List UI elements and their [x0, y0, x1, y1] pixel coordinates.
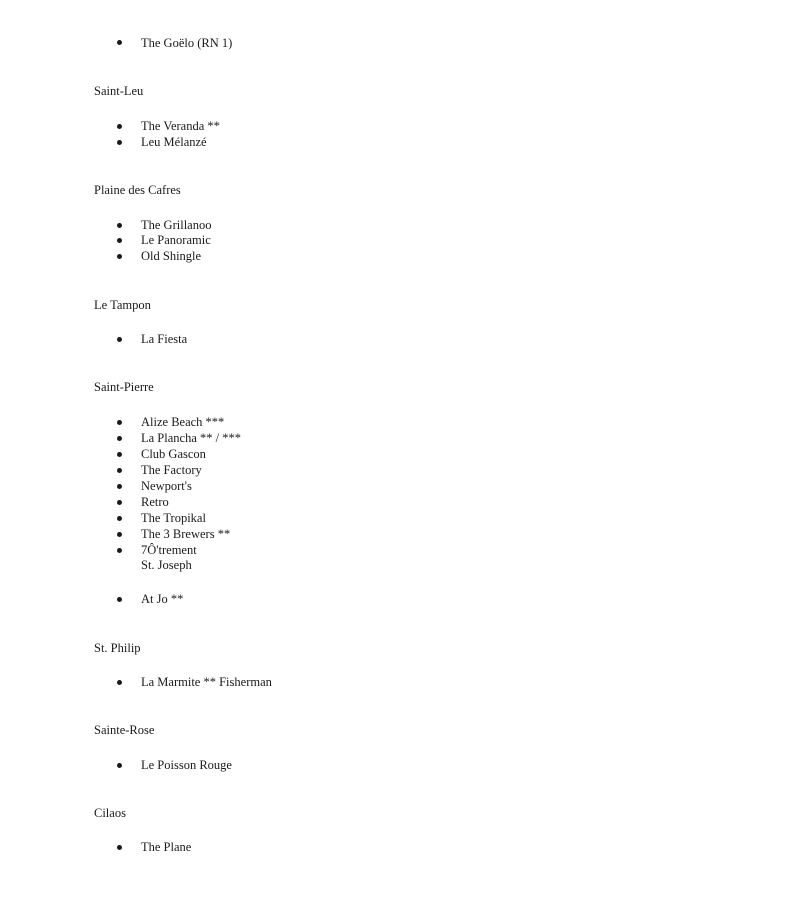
bullet-icon: [117, 436, 122, 441]
list-item: At Jo **: [141, 592, 184, 606]
list-item: The Grillanoo: [141, 218, 212, 232]
bullet-icon: [117, 845, 122, 850]
list-item: La Marmite ** Fisherman: [141, 675, 272, 689]
bullet-icon: [117, 420, 122, 425]
section-heading-plaine-des-cafres: Plaine des Cafres: [94, 183, 181, 197]
section-heading-saint-pierre: Saint-Pierre: [94, 380, 154, 394]
list-item: Old Shingle: [141, 249, 202, 263]
list-item: Alize Beach ***: [141, 415, 225, 429]
list-item: Club Gascon: [141, 447, 206, 461]
bullet-icon: [117, 40, 122, 45]
bullet-icon: [117, 452, 122, 457]
section-heading-st-philip: St. Philip: [94, 641, 141, 655]
bullet-icon: [117, 597, 122, 602]
list-item: Le Panoramic: [141, 233, 211, 247]
bullet-icon: [117, 337, 122, 342]
bullet-icon: [117, 124, 122, 129]
list-item: Leu Mélanzé: [141, 135, 207, 149]
list-item: The Veranda **: [141, 119, 220, 133]
list-item: Retro: [141, 495, 169, 509]
bullet-icon: [117, 548, 122, 553]
list-item: The Goëlo (RN 1): [141, 36, 233, 50]
list-item: La Fiesta: [141, 332, 188, 346]
bullet-icon: [117, 763, 122, 768]
section-heading-le-tampon: Le Tampon: [94, 298, 151, 312]
list-item: The Plane: [141, 840, 192, 854]
bullet-icon: [117, 500, 122, 505]
bullet-icon: [117, 223, 122, 228]
section-heading-sainte-rose: Sainte-Rose: [94, 723, 155, 737]
list-item-continuation: St. Joseph: [141, 558, 192, 572]
bullet-icon: [117, 140, 122, 145]
section-heading-saint-leu: Saint-Leu: [94, 84, 144, 98]
bullet-icon: [117, 468, 122, 473]
list-item: Le Poisson Rouge: [141, 758, 232, 772]
bullet-icon: [117, 238, 122, 243]
bullet-icon: [117, 254, 122, 259]
list-item: The Tropikal: [141, 511, 206, 525]
list-item: Newport's: [141, 479, 192, 493]
list-item: The Factory: [141, 463, 202, 477]
list-item: La Plancha ** / ***: [141, 431, 241, 445]
bullet-icon: [117, 532, 122, 537]
section-heading-cilaos: Cilaos: [94, 806, 126, 820]
bullet-icon: [117, 680, 122, 685]
list-item: The 3 Brewers **: [141, 527, 231, 541]
bullet-icon: [117, 516, 122, 521]
bullet-icon: [117, 484, 122, 489]
list-item: 7Ô'trement: [141, 543, 197, 557]
